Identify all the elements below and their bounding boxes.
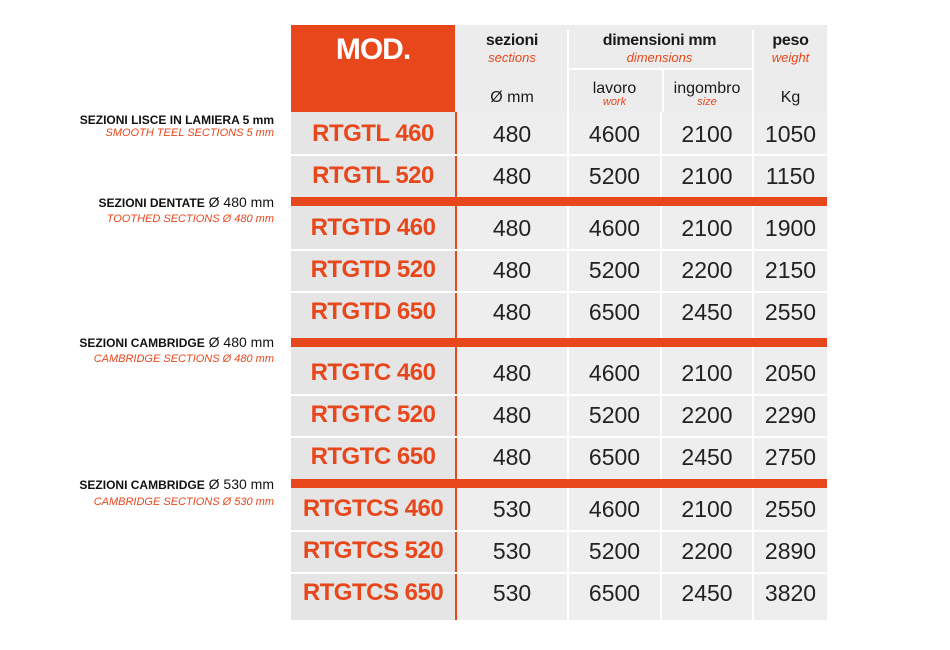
- header-peso-sub: weight: [771, 50, 810, 65]
- model-cell: RTGTD 460: [310, 214, 436, 241]
- header-divider: [567, 68, 752, 70]
- header-lavoro: lavoro: [592, 80, 637, 97]
- group-band: [291, 479, 827, 488]
- sezioni-cell: 480: [492, 163, 532, 189]
- sezioni-cell: 530: [492, 580, 532, 606]
- lavoro-cell: 6500: [588, 299, 641, 325]
- peso-cell: 2050: [764, 360, 817, 386]
- model-cell: RTGTCS 520: [302, 537, 444, 564]
- peso-cell: 1050: [764, 121, 817, 147]
- header-dimensioni: dimensioni mm: [602, 32, 717, 49]
- ingombro-cell: 2200: [681, 257, 733, 283]
- peso-cell: 2290: [764, 402, 817, 428]
- sezioni-cell: 480: [492, 215, 532, 241]
- header-divider: [662, 70, 664, 112]
- header-sezioni-unit: Ø mm: [490, 89, 534, 106]
- model-cell: RTGTL 520: [312, 162, 434, 189]
- lavoro-cell: 5200: [588, 538, 641, 564]
- peso-cell: 2550: [764, 496, 817, 522]
- group-label-dimension: Ø 480 mm: [204, 194, 274, 210]
- group-label-english: CAMBRIDGE SECTIONS Ø 530 mm: [93, 496, 274, 508]
- lavoro-cell: 4600: [588, 121, 641, 147]
- lavoro-cell: 5200: [588, 402, 641, 428]
- header-divider: [567, 30, 569, 112]
- group-label-english: CAMBRIDGE SECTIONS Ø 480 mm: [93, 353, 274, 365]
- group-band: [291, 197, 827, 206]
- group-label: [79, 334, 274, 350]
- model-cell: RTGTL 460: [312, 120, 434, 147]
- header-dimensioni-sub: dimensions: [626, 50, 693, 65]
- sezioni-cell: 480: [492, 402, 532, 428]
- group-label: [99, 194, 274, 210]
- group-label-bold: SEZIONI DENTATE: [98, 196, 205, 210]
- model-cell: RTGTC 460: [310, 359, 436, 386]
- peso-cell: 1900: [764, 215, 817, 241]
- lavoro-cell: 5200: [588, 163, 641, 189]
- model-cell: RTGTCS 650: [302, 579, 444, 606]
- lavoro-cell: 4600: [588, 496, 641, 522]
- model-cell: RTGTD 520: [310, 256, 436, 283]
- ingombro-cell: 2100: [681, 163, 733, 189]
- ingombro-cell: 2450: [681, 299, 733, 325]
- mod-header-label: MOD.: [335, 33, 411, 66]
- header-ingombro-sub: size: [697, 96, 717, 108]
- header-sezioni: sezioni: [485, 32, 539, 49]
- ingombro-cell: 2100: [681, 121, 733, 147]
- lavoro-cell: 4600: [588, 360, 641, 386]
- group-label-bold: SEZIONI CAMBRIDGE: [79, 336, 205, 350]
- group-label-dimension: Ø 530 mm: [204, 476, 274, 492]
- sezioni-cell: 530: [492, 538, 532, 564]
- group-label-bold: SEZIONI CAMBRIDGE: [79, 478, 205, 492]
- header-ingombro: ingombro: [673, 80, 741, 97]
- sezioni-cell: 480: [492, 360, 532, 386]
- peso-cell: 2750: [764, 444, 817, 470]
- header-peso-unit: Kg: [780, 89, 801, 106]
- lavoro-cell: 6500: [588, 580, 641, 606]
- ingombro-cell: 2100: [681, 496, 733, 522]
- lavoro-cell: 4600: [588, 215, 641, 241]
- group-label-english: SMOOTH TEEL SECTIONS 5 mm: [105, 127, 274, 139]
- header-sezioni-sub: sections: [488, 50, 536, 65]
- model-cell: RTGTC 520: [310, 401, 436, 428]
- header-lavoro-sub: work: [602, 96, 627, 108]
- sezioni-cell: 530: [492, 496, 532, 522]
- group-label: [79, 476, 274, 492]
- group-label: [80, 111, 274, 127]
- peso-cell: 2550: [764, 299, 817, 325]
- sezioni-cell: 480: [492, 257, 532, 283]
- sezioni-cell: 480: [492, 299, 532, 325]
- lavoro-cell: 6500: [588, 444, 641, 470]
- lavoro-cell: 5200: [588, 257, 641, 283]
- peso-cell: 3820: [764, 580, 817, 606]
- header-divider: [752, 30, 754, 112]
- model-cell: RTGTC 650: [310, 443, 436, 470]
- peso-cell: 1150: [765, 163, 816, 189]
- model-cell: RTGTCS 460: [302, 495, 444, 522]
- ingombro-cell: 2200: [681, 538, 733, 564]
- peso-cell: 2890: [764, 538, 817, 564]
- sezioni-cell: 480: [492, 444, 532, 470]
- ingombro-cell: 2450: [681, 444, 733, 470]
- model-cell: RTGTD 650: [310, 298, 436, 325]
- group-band: [291, 338, 827, 347]
- sezioni-cell: 480: [492, 121, 532, 147]
- group-label-dimension: Ø 480 mm: [204, 334, 274, 350]
- peso-cell: 2150: [764, 257, 817, 283]
- ingombro-cell: 2100: [681, 215, 733, 241]
- group-label-english: TOOTHED SECTIONS Ø 480 mm: [106, 213, 274, 225]
- group-label-bold: SEZIONI LISCE IN LAMIERA 5 mm: [79, 113, 274, 127]
- ingombro-cell: 2100: [681, 360, 733, 386]
- ingombro-cell: 2450: [681, 580, 733, 606]
- mod-header: [291, 25, 455, 112]
- header-peso: peso: [772, 32, 809, 49]
- ingombro-cell: 2200: [681, 402, 733, 428]
